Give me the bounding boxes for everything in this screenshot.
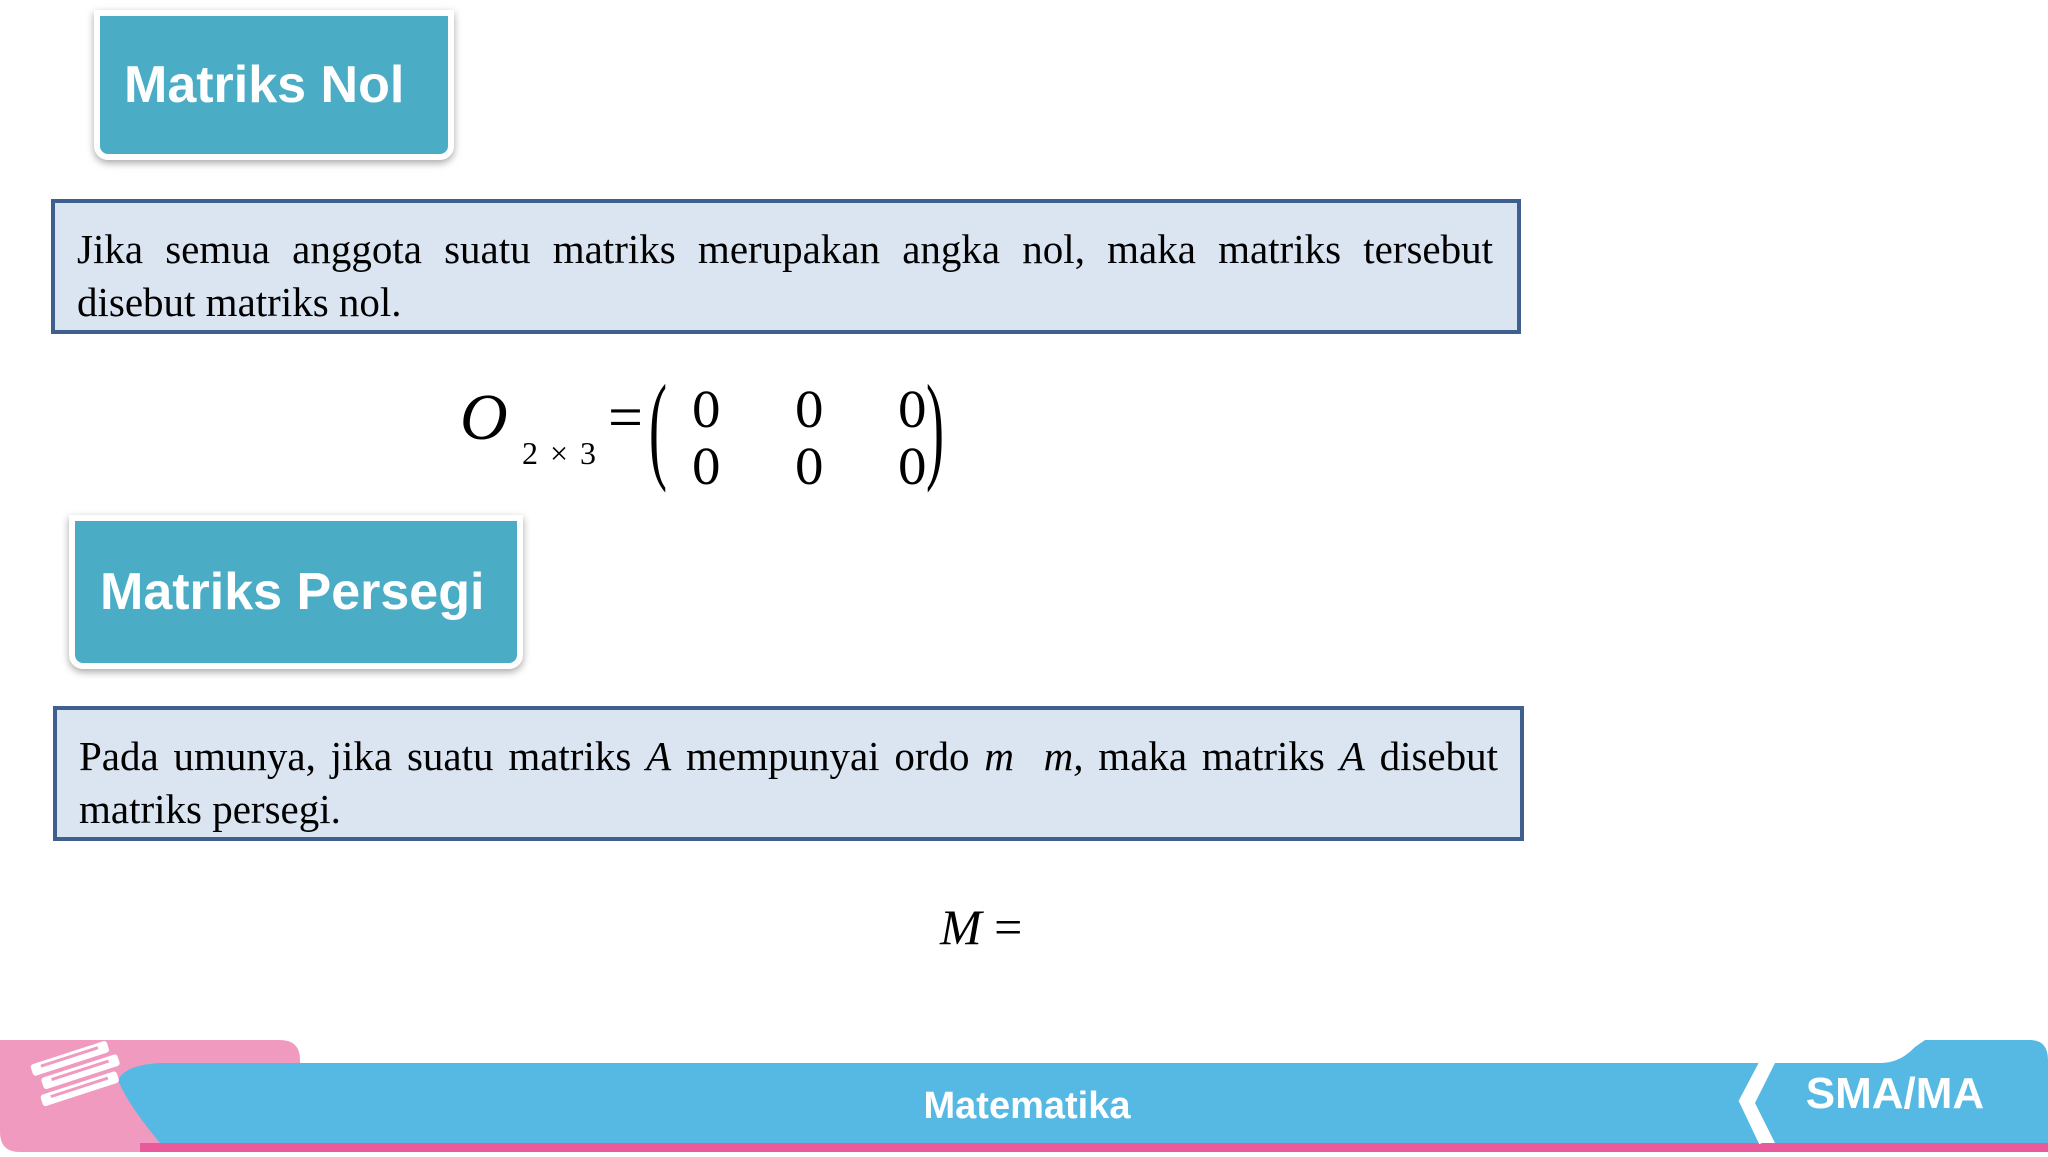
matrix-cell: 0 — [691, 383, 722, 439]
footer-graphic — [0, 1035, 2048, 1152]
section-title-matriks-nol — [94, 10, 454, 160]
variable-a: A — [1339, 733, 1365, 779]
definition-text-part — [1014, 733, 1044, 779]
matrix-symbol: M — [940, 899, 982, 955]
footer-level: SMA/MA — [1805, 1069, 1985, 1118]
section-title-matriks-persegi — [69, 515, 523, 669]
matrix-cell: 0 — [897, 383, 928, 439]
definition-text-part: disebut matriks persegi. — [79, 733, 1499, 832]
equals-sign: = — [608, 384, 643, 452]
variable-a: A — [646, 733, 672, 779]
definition-text-part: maka matriks — [1083, 733, 1340, 779]
footer-banner — [0, 1035, 2048, 1152]
zero-matrix-formula — [460, 360, 980, 510]
matrix-symbol: O — [460, 381, 508, 454]
equals-sign: = — [994, 899, 1023, 955]
section-title-text: Matriks Persegi — [100, 563, 485, 621]
square-matrix-formula — [940, 898, 1022, 956]
definition-text-part: mempunyai ordo — [671, 733, 985, 779]
definition-text-part: Pada umunya, jika suatu matriks — [79, 733, 647, 779]
right-parenthesis: ) — [925, 360, 944, 493]
definition-text: Jika semua anggota suatu matriks merupakan angka nol, maka matriks tersebut disebut matriks nol. — [77, 226, 1493, 325]
definition-box-matriks-nol — [51, 199, 1521, 334]
matrix-cell: 0 — [794, 440, 825, 496]
variable-m: m — [984, 733, 1014, 779]
variable-m: m, — [1043, 733, 1084, 779]
matrix-cell: 0 — [794, 383, 825, 439]
section-title-text: Matriks Nol — [124, 56, 405, 114]
left-parenthesis: ( — [648, 360, 667, 493]
matrix-cell: 0 — [691, 440, 722, 496]
footer-subject: Matematika — [923, 1085, 1131, 1127]
matrix-cell: 0 — [897, 440, 928, 496]
matrix-order-subscript: 2 × 3 — [522, 435, 599, 471]
definition-box-matriks-persegi — [53, 706, 1524, 841]
